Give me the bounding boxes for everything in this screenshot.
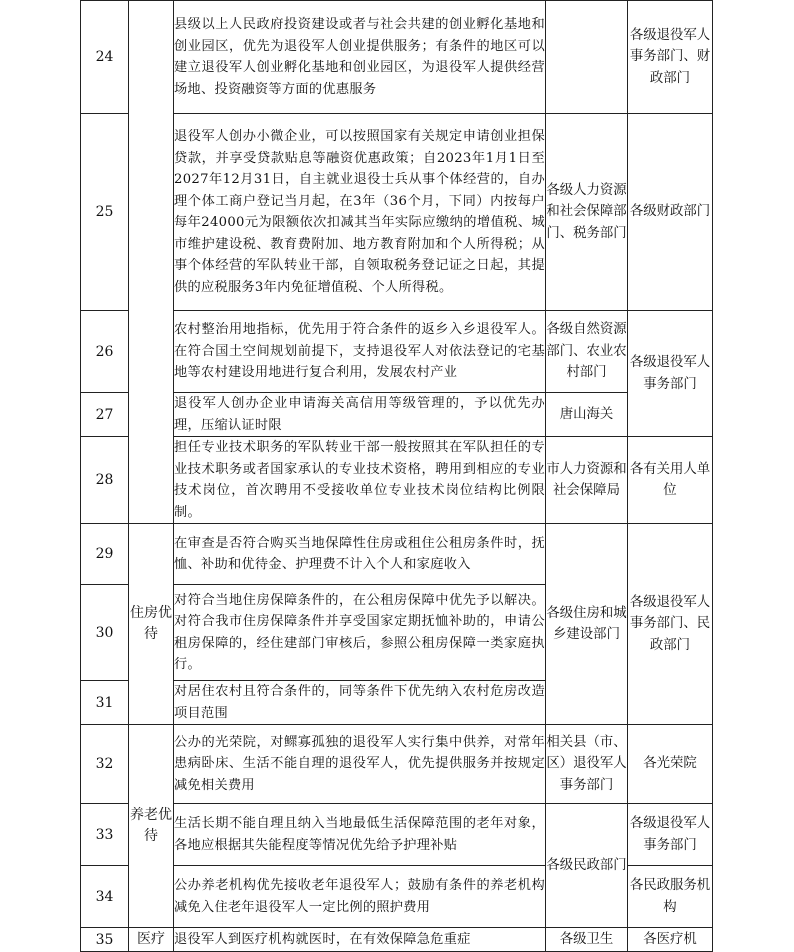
policy-content: 担任专业技术职务的军队转业干部一般按照其在军队担任的专业技术职务或者国家承认的专业技术资格，聘用到相应的专业技术岗位，首次聘用不受接收单位专业技术岗位结构比例限制。 <box>174 437 546 524</box>
table-row <box>81 114 713 311</box>
policy-content: 退役军人创办企业申请海关高信用等级管理的，予以优先办理，压缩认证时限 <box>174 393 546 437</box>
row-number: 24 <box>81 1 129 114</box>
category-label: 医疗 <box>137 931 165 947</box>
table-row <box>81 804 713 866</box>
lead-department: 相关县（市、区）退役军人事务部门 <box>546 725 628 804</box>
policy-content: 在审查是否符合购买当地保障性住房或租住公租房条件时，抚恤、补助和优待金、护理费不计入个人和家庭收入 <box>174 524 546 585</box>
lead-department: 各级住房和城乡建设部门 <box>546 524 628 725</box>
category-cell <box>129 1 174 524</box>
row-number: 31 <box>81 681 129 725</box>
row-number: 27 <box>81 393 129 437</box>
table-row <box>81 524 713 585</box>
policy-content: 生活长期不能自理且纳入当地最低生活保障范围的老年对象，各地应根据其失能程度等情况优先给予护理补贴 <box>174 804 546 866</box>
policy-content: 对符合当地住房保障条件的，在公租房保障中优先予以解决。对符合我市住房保障条件并享受国家定期抚恤补助的，申请公租房保障的，经住建部门审核后，参照公租房保障一类家庭执行。 <box>174 585 546 681</box>
row-number: 33 <box>81 804 129 866</box>
row-number: 35 <box>81 928 129 952</box>
row-number: 32 <box>81 725 129 804</box>
lead-department: 各级民政部门 <box>546 804 628 928</box>
category-label: 住房优待 <box>130 605 172 642</box>
row-number: 28 <box>81 437 129 524</box>
row-number: 25 <box>81 114 129 311</box>
lead-department: 各级自然资源部门、农业农村部门 <box>546 311 628 393</box>
category-label: 养老优待 <box>130 807 172 844</box>
responsible-department: 各级退役军人事务部门、民政部门 <box>628 524 713 725</box>
responsible-department: 各民政服务机构 <box>628 866 713 928</box>
responsible-department: 各有关用人单位 <box>628 437 713 524</box>
responsible-department: 各光荣院 <box>628 725 713 804</box>
lead-department <box>546 1 628 114</box>
lead-department: 各级卫生 <box>546 928 628 952</box>
table-row <box>81 1 713 114</box>
policy-content: 对居住农村且符合条件的，同等条件下优先纳入农村危房改造项目范围 <box>174 681 546 725</box>
table-row <box>81 311 713 393</box>
lead-department: 市人力资源和社会保障局 <box>546 437 628 524</box>
table-row <box>81 725 713 804</box>
row-number: 29 <box>81 524 129 585</box>
table-row <box>81 437 713 524</box>
row-number: 34 <box>81 866 129 928</box>
row-number: 30 <box>81 585 129 681</box>
row-number: 26 <box>81 311 129 393</box>
lead-department: 各级人力资源和社会保障部门、税务部门 <box>546 114 628 311</box>
responsible-department: 各级退役军人事务部门、财政部门 <box>628 1 713 114</box>
policy-content: 退役军人创办小微企业，可以按照国家有关规定申请创业担保贷款，并享受贷款贴息等融资优惠政策；自2023年1月1日至2027年12月31日，自主就业退役士兵从事个体经营的，自办理个体工商户登记当月起，在3年（36个月，下同）内按每户每年24000元为限额依次扣减其当年实际应缴纳的增值税、城市维护建设税、教育费附加、地方教育附加和个人所得税；从事个体经营的军队转业干部，自领取税务登记证之日起，其提供的应税服务3年内免征增值税、个人所得税。 <box>174 114 546 311</box>
table-row <box>81 393 713 437</box>
lead-department: 唐山海关 <box>546 393 628 437</box>
policy-table <box>80 0 713 952</box>
responsible-department: 各级退役军人事务部门 <box>628 804 713 866</box>
policy-content: 县级以上人民政府投资建设或者与社会共建的创业孵化基地和创业园区，优先为退役军人创业提供服务；有条件的地区可以建立退役军人创业孵化基地和创业园区，为退役军人提供经营场地、投资融资等方面的优惠服务 <box>174 1 546 114</box>
responsible-department: 各医疗机 <box>628 928 713 952</box>
category-housing <box>129 524 174 725</box>
responsible-department: 各级退役军人事务部门 <box>628 311 713 437</box>
responsible-department: 各级财政部门 <box>628 114 713 311</box>
category-elderly <box>129 725 174 928</box>
policy-content: 公办的光荣院，对鳏寡孤独的退役军人实行集中供养，对常年患病卧床、生活不能自理的退役军人，优先提供服务并按规定减免相关费用 <box>174 725 546 804</box>
policy-content: 农村整治用地指标，优先用于符合条件的返乡入乡退役军人。在符合国土空间规划前提下，支持退役军人对依法登记的宅基地等农村建设用地进行复合利用，发展农村产业 <box>174 311 546 393</box>
policy-content: 公办养老机构优先接收老年退役军人；鼓励有条件的养老机构减免入住老年退役军人一定比例的照护费用 <box>174 866 546 928</box>
policy-content: 退役军人到医疗机构就医时，在有效保障急危重症 <box>174 928 546 952</box>
